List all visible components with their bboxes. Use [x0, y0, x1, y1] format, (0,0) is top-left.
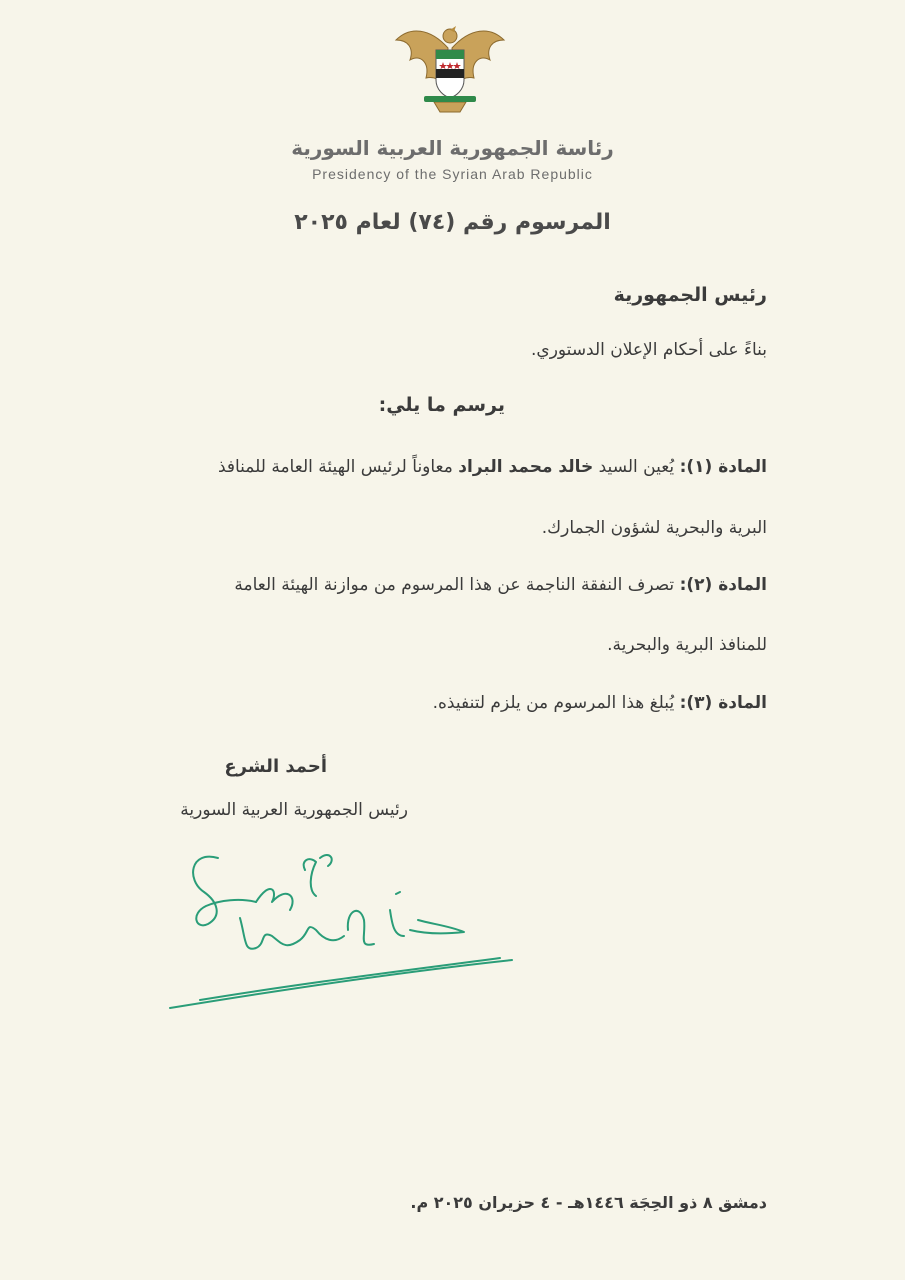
article-2-text: تصرف النفقة الناجمة عن هذا المرسوم من موازنة الهيئة العامة: [234, 575, 680, 595]
president-heading: رئيس الجمهورية: [613, 284, 767, 306]
presidency-arabic-heading: رئاسة الجمهورية العربية السورية: [291, 136, 614, 160]
presidency-english-heading: Presidency of the Syrian Arab Republic: [312, 166, 593, 182]
article-3-text: يُبلغ هذا المرسوم من يلزم لتنفيذه.: [432, 693, 680, 713]
signer-title: رئيس الجمهورية العربية السورية: [180, 800, 408, 820]
article-2-line-1: [127, 574, 767, 596]
syrian-eagle-emblem-icon: [390, 18, 510, 118]
legal-basis: بناءً على أحكام الإعلان الدستوري.: [530, 340, 767, 360]
article-3-label: المادة (٣):: [679, 693, 767, 713]
article-2-line-2: للمنافذ البرية والبحرية.: [607, 635, 767, 655]
date-footer: دمشق ٨ ذو الحِجَة ١٤٤٦هـ - ٤ حزيران ٢٠٢٥ م.: [410, 1193, 767, 1212]
article-1-text: يُعين السيد: [593, 457, 680, 477]
appointee-name: خالد محمد البراد: [458, 457, 594, 477]
article-1-line-1: [127, 456, 767, 478]
decrees-as-follows: يرسم ما يلي:: [378, 394, 505, 416]
article-1-label: المادة (١):: [679, 457, 767, 477]
article-3-line-1: [127, 692, 767, 714]
article-1-text-rest: معاوناً لرئيس الهيئة العامة للمنافذ: [217, 457, 459, 477]
signer-name: أحمد الشرع: [224, 756, 327, 777]
decree-title: المرسوم رقم (٧٤) لعام ٢٠٢٥: [294, 210, 611, 235]
article-1-line-2: البرية والبحرية لشؤون الجمارك.: [541, 518, 767, 538]
article-2-label: المادة (٢):: [679, 575, 767, 595]
handwritten-signature: [160, 840, 530, 1020]
